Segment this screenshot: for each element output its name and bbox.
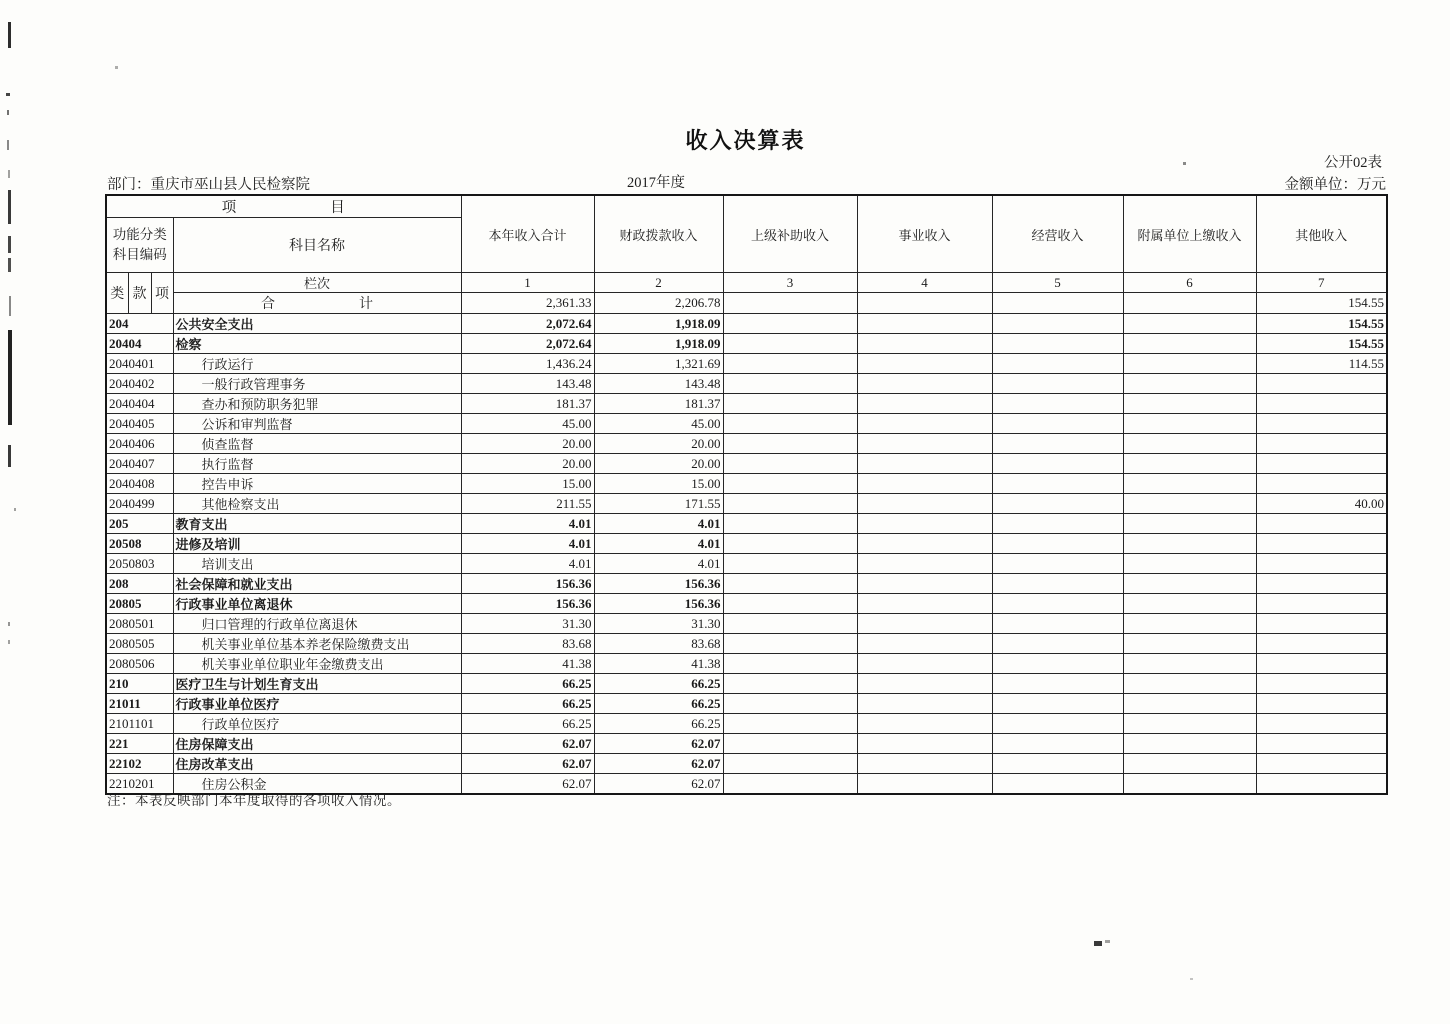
column-number-4: 4 <box>857 273 992 293</box>
row-value-affiliated-income <box>1123 714 1256 734</box>
function-code-header: 功能分类科目编码 <box>106 218 173 273</box>
row-subject-name: 归口管理的行政单位离退休 <box>173 614 461 634</box>
col-header-affiliated-income: 附属单位上缴收入 <box>1123 195 1256 273</box>
row-value-fiscal-allocation: 1,918.09 <box>594 314 723 334</box>
row-value-other-income <box>1256 754 1387 774</box>
row-code: 204 <box>106 314 173 334</box>
row-value-fiscal-allocation: 15.00 <box>594 474 723 494</box>
row-value-other-income <box>1256 614 1387 634</box>
row-value-business-income <box>857 734 992 754</box>
table-row <box>106 534 1387 554</box>
scan-artifact <box>8 258 11 272</box>
row-value-affiliated-income <box>1123 554 1256 574</box>
row-value-total-income: 4.01 <box>461 514 594 534</box>
row-value-business-income <box>857 374 992 394</box>
scan-artifact <box>8 190 11 224</box>
row-subject-name: 培训支出 <box>173 554 461 574</box>
row-value-affiliated-income <box>1123 774 1256 795</box>
row-value-other-income <box>1256 574 1387 594</box>
row-value-other-income: 154.55 <box>1256 334 1387 354</box>
row-value-business-income <box>857 614 992 634</box>
row-value-other-income <box>1256 474 1387 494</box>
row-subject-name: 查办和预防职务犯罪 <box>173 394 461 414</box>
row-value-fiscal-allocation: 156.36 <box>594 574 723 594</box>
row-value-total-income: 1,436.24 <box>461 354 594 374</box>
table-row <box>106 314 1387 334</box>
row-code: 2080506 <box>106 654 173 674</box>
row-value-total-income: 211.55 <box>461 494 594 514</box>
row-value-affiliated-income <box>1123 354 1256 374</box>
row-value-operating-income <box>992 714 1123 734</box>
row-value-business-income <box>857 634 992 654</box>
row-value-total-income: 20.00 <box>461 434 594 454</box>
row-value-business-income <box>857 334 992 354</box>
row-subject-name: 执行监督 <box>173 454 461 474</box>
row-value-total-income: 156.36 <box>461 594 594 614</box>
row-value-superior-subsidy <box>723 654 857 674</box>
scan-artifact <box>1183 162 1186 165</box>
row-code: 205 <box>106 514 173 534</box>
row-value-total-income: 156.36 <box>461 574 594 594</box>
table-note: 注：本表反映部门本年度取得的各项收入情况。 <box>107 793 401 808</box>
row-value-superior-subsidy <box>723 334 857 354</box>
row-code: 22102 <box>106 754 173 774</box>
header-row-column-numbers <box>106 273 1387 293</box>
col-header-superior-subsidy: 上级补助收入 <box>723 195 857 273</box>
row-code: 2040405 <box>106 414 173 434</box>
row-code: 20805 <box>106 594 173 614</box>
row-code: 221 <box>106 734 173 754</box>
row-value-superior-subsidy <box>723 674 857 694</box>
table-row <box>106 634 1387 654</box>
grand-total-row <box>106 293 1387 314</box>
table-row <box>106 354 1387 374</box>
row-value-operating-income <box>992 754 1123 774</box>
row-value-total-income: 2,072.64 <box>461 334 594 354</box>
row-value-superior-subsidy <box>723 594 857 614</box>
row-value-total-income: 143.48 <box>461 374 594 394</box>
column-number-2: 2 <box>594 273 723 293</box>
row-value-operating-income <box>992 554 1123 574</box>
total-value-7: 154.55 <box>1256 293 1387 314</box>
form-code-label: 公开02表 <box>1324 155 1382 171</box>
row-value-fiscal-allocation: 41.38 <box>594 654 723 674</box>
row-value-superior-subsidy <box>723 434 857 454</box>
row-subject-name: 行政单位医疗 <box>173 714 461 734</box>
row-value-business-income <box>857 414 992 434</box>
scan-artifact <box>115 66 118 69</box>
row-value-affiliated-income <box>1123 414 1256 434</box>
scan-artifact <box>8 22 11 48</box>
column-number-3: 3 <box>723 273 857 293</box>
row-value-operating-income <box>992 774 1123 795</box>
row-value-other-income <box>1256 714 1387 734</box>
row-value-fiscal-allocation: 171.55 <box>594 494 723 514</box>
row-value-fiscal-allocation: 83.68 <box>594 634 723 654</box>
row-value-other-income <box>1256 434 1387 454</box>
row-value-superior-subsidy <box>723 514 857 534</box>
row-value-business-income <box>857 534 992 554</box>
row-value-operating-income <box>992 734 1123 754</box>
code-part-item-header: 项 <box>151 273 173 314</box>
row-value-fiscal-allocation: 4.01 <box>594 554 723 574</box>
row-value-operating-income <box>992 434 1123 454</box>
row-value-other-income: 154.55 <box>1256 314 1387 334</box>
row-value-affiliated-income <box>1123 514 1256 534</box>
row-subject-name: 控告申诉 <box>173 474 461 494</box>
scan-artifact <box>8 640 10 644</box>
row-value-business-income <box>857 474 992 494</box>
col-header-operating-income: 经营收入 <box>992 195 1123 273</box>
row-code: 21011 <box>106 694 173 714</box>
row-value-affiliated-income <box>1123 694 1256 714</box>
row-value-superior-subsidy <box>723 754 857 774</box>
row-value-superior-subsidy <box>723 574 857 594</box>
row-value-superior-subsidy <box>723 614 857 634</box>
row-value-operating-income <box>992 594 1123 614</box>
row-value-affiliated-income <box>1123 654 1256 674</box>
row-value-affiliated-income <box>1123 634 1256 654</box>
row-value-total-income: 2,072.64 <box>461 314 594 334</box>
table-row <box>106 494 1387 514</box>
scan-artifact <box>1105 940 1110 943</box>
row-value-operating-income <box>992 514 1123 534</box>
code-part-category-header: 类 <box>106 273 128 314</box>
row-code: 2040402 <box>106 374 173 394</box>
meta-row <box>105 173 1386 193</box>
scan-artifact <box>7 110 9 115</box>
column-index-label: 栏次 <box>173 273 461 293</box>
row-value-affiliated-income <box>1123 474 1256 494</box>
row-value-total-income: 83.68 <box>461 634 594 654</box>
table-row <box>106 674 1387 694</box>
row-value-superior-subsidy <box>723 494 857 514</box>
row-value-fiscal-allocation: 66.25 <box>594 694 723 714</box>
row-value-superior-subsidy <box>723 694 857 714</box>
row-value-superior-subsidy <box>723 454 857 474</box>
row-value-other-income: 40.00 <box>1256 494 1387 514</box>
total-value-1: 2,361.33 <box>461 293 594 314</box>
row-value-superior-subsidy <box>723 354 857 374</box>
row-value-total-income: 62.07 <box>461 734 594 754</box>
row-subject-name: 住房保障支出 <box>173 734 461 754</box>
row-value-affiliated-income <box>1123 494 1256 514</box>
row-value-fiscal-allocation: 62.07 <box>594 774 723 795</box>
scan-artifact <box>14 508 16 511</box>
row-subject-name: 住房改革支出 <box>173 754 461 774</box>
row-value-affiliated-income <box>1123 334 1256 354</box>
row-value-fiscal-allocation: 181.37 <box>594 394 723 414</box>
table-row <box>106 654 1387 674</box>
table-row <box>106 754 1387 774</box>
row-value-operating-income <box>992 474 1123 494</box>
row-subject-name: 住房公积金 <box>173 774 461 795</box>
row-value-operating-income <box>992 534 1123 554</box>
row-value-fiscal-allocation: 31.30 <box>594 614 723 634</box>
row-value-fiscal-allocation: 1,321.69 <box>594 354 723 374</box>
fiscal-year-label: 2017年度 <box>627 175 685 191</box>
row-value-total-income: 66.25 <box>461 694 594 714</box>
row-value-affiliated-income <box>1123 534 1256 554</box>
row-value-fiscal-allocation: 143.48 <box>594 374 723 394</box>
row-code: 2080505 <box>106 634 173 654</box>
row-value-affiliated-income <box>1123 314 1256 334</box>
row-code: 2040404 <box>106 394 173 414</box>
subject-name-header: 科目名称 <box>173 218 461 273</box>
column-number-6: 6 <box>1123 273 1256 293</box>
table-row <box>106 434 1387 454</box>
row-value-other-income <box>1256 514 1387 534</box>
row-subject-name: 机关事业单位基本养老保险缴费支出 <box>173 634 461 654</box>
row-value-affiliated-income <box>1123 394 1256 414</box>
row-value-fiscal-allocation: 1,918.09 <box>594 334 723 354</box>
project-header: 项 目 <box>106 195 461 218</box>
row-value-other-income <box>1256 394 1387 414</box>
row-value-affiliated-income <box>1123 594 1256 614</box>
col-header-other-income: 其他收入 <box>1256 195 1387 273</box>
table-row <box>106 474 1387 494</box>
row-value-affiliated-income <box>1123 374 1256 394</box>
row-value-other-income <box>1256 654 1387 674</box>
row-code: 210 <box>106 674 173 694</box>
scan-artifact <box>9 296 11 316</box>
row-value-business-income <box>857 774 992 795</box>
row-subject-name: 社会保障和就业支出 <box>173 574 461 594</box>
row-value-other-income <box>1256 634 1387 654</box>
table-row <box>106 554 1387 574</box>
total-value-6 <box>1123 293 1256 314</box>
row-code: 2080501 <box>106 614 173 634</box>
row-value-superior-subsidy <box>723 474 857 494</box>
row-value-other-income: 114.55 <box>1256 354 1387 374</box>
row-subject-name: 公共安全支出 <box>173 314 461 334</box>
row-value-other-income <box>1256 594 1387 614</box>
col-header-fiscal-allocation: 财政拨款收入 <box>594 195 723 273</box>
row-value-fiscal-allocation: 156.36 <box>594 594 723 614</box>
scan-artifact <box>1094 941 1102 946</box>
row-value-total-income: 4.01 <box>461 554 594 574</box>
column-number-7: 7 <box>1256 273 1387 293</box>
row-value-business-income <box>857 674 992 694</box>
row-value-business-income <box>857 694 992 714</box>
row-subject-name: 行政事业单位医疗 <box>173 694 461 714</box>
row-value-other-income <box>1256 374 1387 394</box>
row-value-total-income: 15.00 <box>461 474 594 494</box>
table-row <box>106 734 1387 754</box>
row-value-other-income <box>1256 414 1387 434</box>
row-value-business-income <box>857 714 992 734</box>
row-value-operating-income <box>992 614 1123 634</box>
row-value-other-income <box>1256 674 1387 694</box>
department-label: 部门：重庆市巫山县人民检察院 <box>107 177 310 193</box>
row-value-operating-income <box>992 314 1123 334</box>
row-value-operating-income <box>992 694 1123 714</box>
row-subject-name: 行政事业单位离退休 <box>173 594 461 614</box>
row-value-total-income: 4.01 <box>461 534 594 554</box>
row-value-total-income: 41.38 <box>461 654 594 674</box>
row-value-affiliated-income <box>1123 454 1256 474</box>
page-title: 收入决算表 <box>685 128 806 153</box>
table-row <box>106 694 1387 714</box>
table-row <box>106 454 1387 474</box>
row-value-operating-income <box>992 634 1123 654</box>
scan-artifact <box>8 170 10 178</box>
scan-artifact <box>6 93 10 96</box>
row-value-business-income <box>857 654 992 674</box>
row-value-operating-income <box>992 454 1123 474</box>
row-value-total-income: 31.30 <box>461 614 594 634</box>
row-value-superior-subsidy <box>723 534 857 554</box>
row-value-business-income <box>857 314 992 334</box>
grand-total-label: 合 计 <box>173 293 461 314</box>
row-value-fiscal-allocation: 20.00 <box>594 454 723 474</box>
row-value-other-income <box>1256 774 1387 795</box>
row-value-other-income <box>1256 534 1387 554</box>
row-value-other-income <box>1256 694 1387 714</box>
code-part-section-header: 款 <box>128 273 151 314</box>
col-header-business-income: 事业收入 <box>857 195 992 273</box>
scan-artifact <box>8 330 12 425</box>
total-value-3 <box>723 293 857 314</box>
income-statement-table <box>105 194 1388 795</box>
row-value-business-income <box>857 454 992 474</box>
row-value-fiscal-allocation: 62.07 <box>594 754 723 774</box>
table-row <box>106 574 1387 594</box>
row-value-business-income <box>857 594 992 614</box>
row-value-business-income <box>857 754 992 774</box>
row-value-total-income: 66.25 <box>461 674 594 694</box>
row-subject-name: 侦查监督 <box>173 434 461 454</box>
header-row-project <box>106 195 1387 218</box>
column-number-1: 1 <box>461 273 594 293</box>
scan-artifact <box>1190 978 1193 980</box>
scan-artifact <box>8 622 10 626</box>
row-value-total-income: 66.25 <box>461 714 594 734</box>
row-value-affiliated-income <box>1123 614 1256 634</box>
table-row <box>106 714 1387 734</box>
row-value-total-income: 62.07 <box>461 774 594 795</box>
row-value-business-income <box>857 354 992 374</box>
row-value-fiscal-allocation: 20.00 <box>594 434 723 454</box>
row-value-fiscal-allocation: 4.01 <box>594 514 723 534</box>
row-code: 208 <box>106 574 173 594</box>
row-subject-name: 教育支出 <box>173 514 461 534</box>
scan-artifact <box>7 140 9 150</box>
row-subject-name: 医疗卫生与计划生育支出 <box>173 674 461 694</box>
row-value-total-income: 62.07 <box>461 754 594 774</box>
row-value-superior-subsidy <box>723 394 857 414</box>
row-value-affiliated-income <box>1123 674 1256 694</box>
row-value-operating-income <box>992 654 1123 674</box>
row-code: 2040406 <box>106 434 173 454</box>
row-value-total-income: 20.00 <box>461 454 594 474</box>
row-value-operating-income <box>992 674 1123 694</box>
row-value-business-income <box>857 514 992 534</box>
col-header-total-income: 本年收入合计 <box>461 195 594 273</box>
row-subject-name: 检察 <box>173 334 461 354</box>
total-value-4 <box>857 293 992 314</box>
row-value-other-income <box>1256 454 1387 474</box>
row-value-other-income <box>1256 734 1387 754</box>
table-row <box>106 394 1387 414</box>
table-row <box>106 614 1387 634</box>
row-subject-name: 进修及培训 <box>173 534 461 554</box>
row-value-total-income: 181.37 <box>461 394 594 414</box>
row-code: 2040407 <box>106 454 173 474</box>
table-row <box>106 374 1387 394</box>
amount-unit-label: 金额单位：万元 <box>1284 177 1386 193</box>
scan-artifact <box>8 236 11 253</box>
row-subject-name: 一般行政管理事务 <box>173 374 461 394</box>
row-value-affiliated-income <box>1123 574 1256 594</box>
row-value-business-income <box>857 574 992 594</box>
row-value-operating-income <box>992 354 1123 374</box>
row-subject-name: 公诉和审判监督 <box>173 414 461 434</box>
row-value-total-income: 45.00 <box>461 414 594 434</box>
row-value-operating-income <box>992 494 1123 514</box>
row-value-other-income <box>1256 554 1387 574</box>
row-value-superior-subsidy <box>723 774 857 795</box>
row-code: 20508 <box>106 534 173 554</box>
table-row <box>106 334 1387 354</box>
row-value-superior-subsidy <box>723 734 857 754</box>
row-value-fiscal-allocation: 4.01 <box>594 534 723 554</box>
row-value-superior-subsidy <box>723 374 857 394</box>
row-subject-name: 其他检察支出 <box>173 494 461 514</box>
row-code: 2210201 <box>106 774 173 795</box>
row-value-fiscal-allocation: 66.25 <box>594 714 723 734</box>
row-value-fiscal-allocation: 45.00 <box>594 414 723 434</box>
row-code: 2101101 <box>106 714 173 734</box>
row-value-business-income <box>857 434 992 454</box>
row-subject-name: 行政运行 <box>173 354 461 374</box>
row-value-operating-income <box>992 334 1123 354</box>
row-value-business-income <box>857 554 992 574</box>
table-row <box>106 594 1387 614</box>
row-code: 20404 <box>106 334 173 354</box>
row-code: 2040408 <box>106 474 173 494</box>
row-value-fiscal-allocation: 66.25 <box>594 674 723 694</box>
row-value-operating-income <box>992 414 1123 434</box>
scan-artifact <box>8 445 11 467</box>
total-value-2: 2,206.78 <box>594 293 723 314</box>
table-row <box>106 514 1387 534</box>
row-value-fiscal-allocation: 62.07 <box>594 734 723 754</box>
row-value-affiliated-income <box>1123 734 1256 754</box>
row-subject-name: 机关事业单位职业年金缴费支出 <box>173 654 461 674</box>
row-value-business-income <box>857 494 992 514</box>
row-code: 2040499 <box>106 494 173 514</box>
row-value-superior-subsidy <box>723 714 857 734</box>
row-value-business-income <box>857 394 992 414</box>
row-value-operating-income <box>992 394 1123 414</box>
column-number-5: 5 <box>992 273 1123 293</box>
total-value-5 <box>992 293 1123 314</box>
row-value-superior-subsidy <box>723 314 857 334</box>
row-value-superior-subsidy <box>723 554 857 574</box>
row-value-superior-subsidy <box>723 634 857 654</box>
row-code: 2050803 <box>106 554 173 574</box>
row-value-affiliated-income <box>1123 754 1256 774</box>
row-value-operating-income <box>992 574 1123 594</box>
row-code: 2040401 <box>106 354 173 374</box>
table-row <box>106 414 1387 434</box>
row-value-superior-subsidy <box>723 414 857 434</box>
row-value-affiliated-income <box>1123 434 1256 454</box>
row-value-operating-income <box>992 374 1123 394</box>
